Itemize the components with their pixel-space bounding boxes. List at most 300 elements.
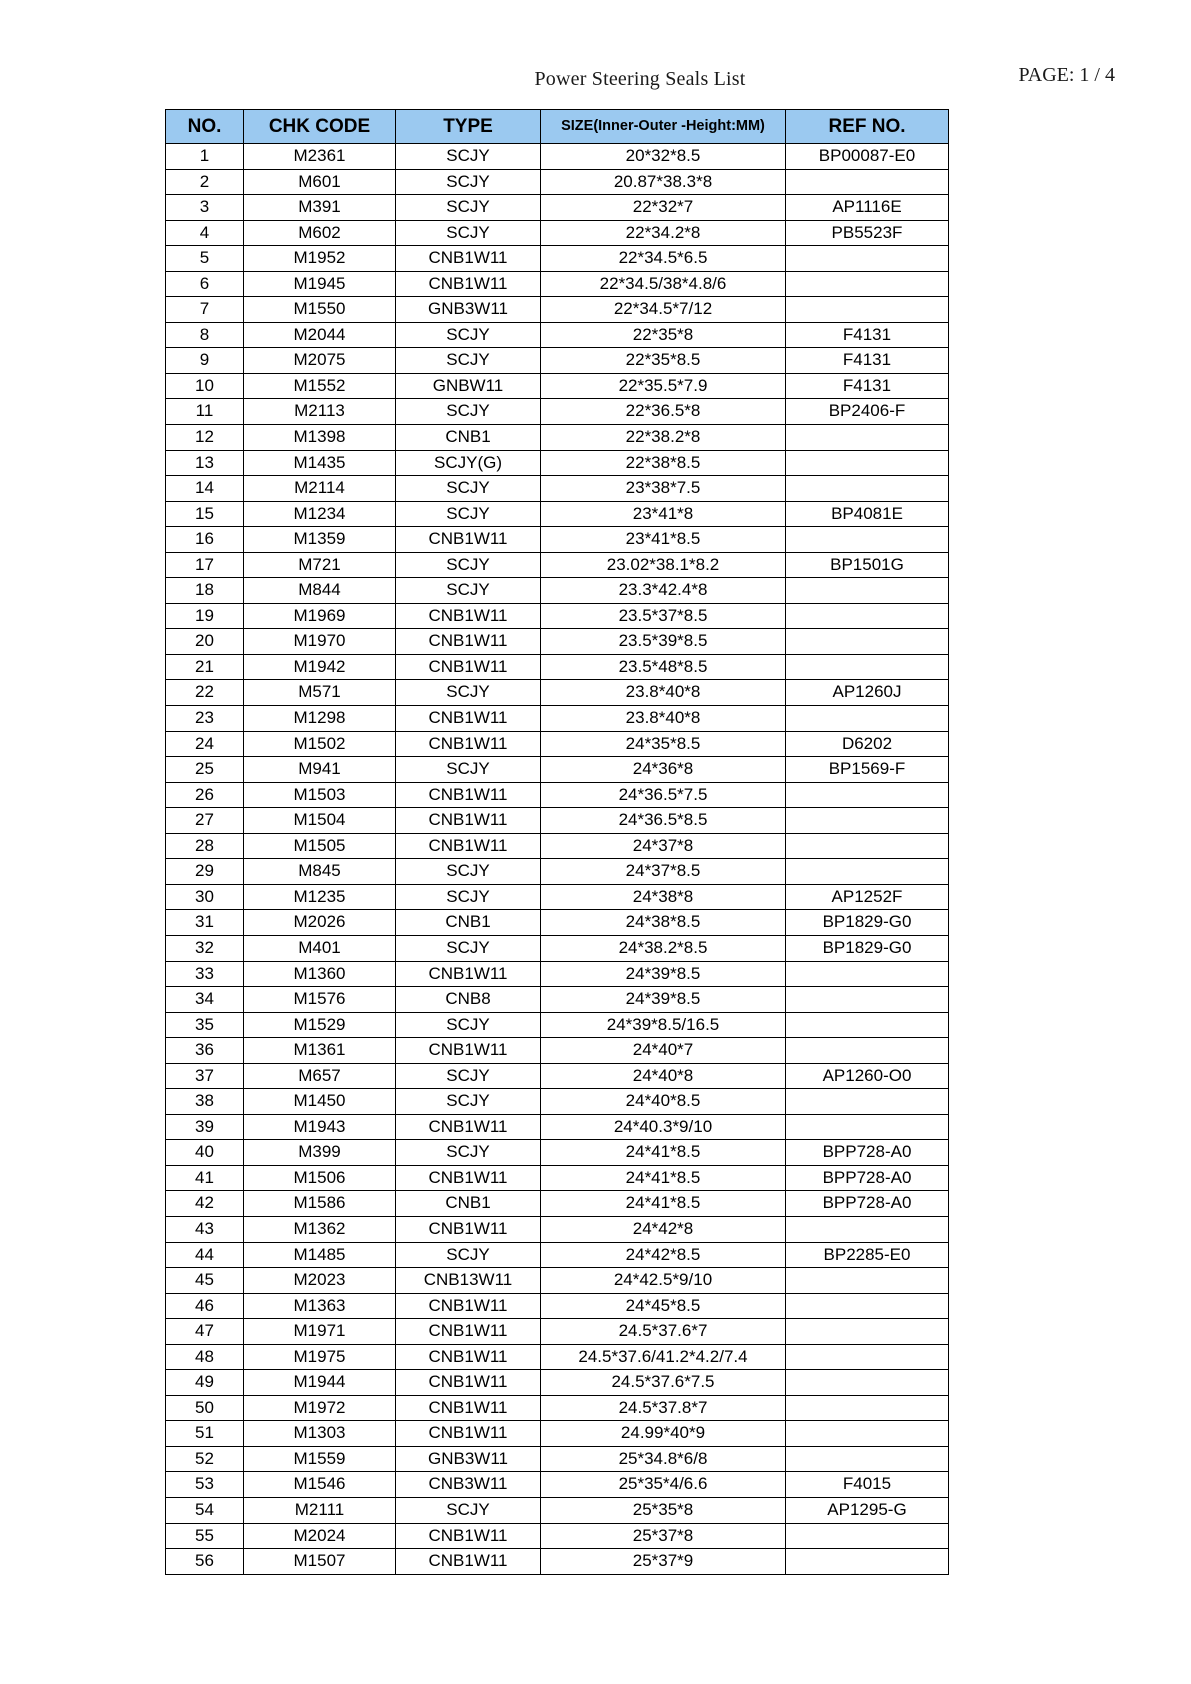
table-row: [166, 1319, 949, 1345]
cell-no: 11: [166, 399, 244, 425]
table-row: [166, 808, 949, 834]
cell-no: 37: [166, 1063, 244, 1089]
cell-ref: [786, 654, 949, 680]
cell-chk: M1529: [244, 1012, 396, 1038]
table-row: [166, 220, 949, 246]
cell-ref: [786, 1344, 949, 1370]
cell-no: 19: [166, 603, 244, 629]
cell-ref: BP2285-E0: [786, 1242, 949, 1268]
cell-no: 23: [166, 706, 244, 732]
cell-no: 24: [166, 731, 244, 757]
cell-ref: [786, 1038, 949, 1064]
cell-size: 24*38*8.5: [541, 910, 786, 936]
table-body: [166, 144, 949, 1575]
cell-no: 7: [166, 297, 244, 323]
column-header-no: NO.: [166, 110, 244, 144]
cell-type: SCJY: [396, 1063, 541, 1089]
cell-type: SCJY: [396, 1012, 541, 1038]
table-row: [166, 1549, 949, 1575]
cell-ref: [786, 782, 949, 808]
cell-type: CNB1W11: [396, 654, 541, 680]
cell-chk: M1550: [244, 297, 396, 323]
cell-size: 24*45*8.5: [541, 1293, 786, 1319]
cell-size: 24*42*8.5: [541, 1242, 786, 1268]
cell-chk: M845: [244, 859, 396, 885]
cell-no: 27: [166, 808, 244, 834]
cell-chk: M1298: [244, 706, 396, 732]
cell-chk: M399: [244, 1140, 396, 1166]
table-row: [166, 1216, 949, 1242]
table-row: [166, 884, 949, 910]
cell-type: SCJY: [396, 680, 541, 706]
cell-type: CNB1W11: [396, 1114, 541, 1140]
cell-type: CNB1W11: [396, 808, 541, 834]
table-row: [166, 501, 949, 527]
cell-ref: [786, 1370, 949, 1396]
cell-type: SCJY: [396, 859, 541, 885]
cell-chk: M1945: [244, 271, 396, 297]
cell-no: 39: [166, 1114, 244, 1140]
cell-chk: M1505: [244, 833, 396, 859]
cell-chk: M2113: [244, 399, 396, 425]
cell-type: CNB1W11: [396, 1523, 541, 1549]
cell-no: 40: [166, 1140, 244, 1166]
table-row: [166, 910, 949, 936]
cell-type: GNB3W11: [396, 1446, 541, 1472]
cell-size: 24.99*40*9: [541, 1421, 786, 1447]
cell-type: CNB1W11: [396, 1549, 541, 1575]
table-row: [166, 706, 949, 732]
cell-ref: [786, 1216, 949, 1242]
cell-chk: M941: [244, 757, 396, 783]
cell-no: 44: [166, 1242, 244, 1268]
table-row: [166, 1370, 949, 1396]
cell-no: 33: [166, 961, 244, 987]
cell-chk: M2075: [244, 348, 396, 374]
cell-chk: M721: [244, 552, 396, 578]
cell-size: 25*35*4/6.6: [541, 1472, 786, 1498]
cell-size: 24*36*8: [541, 757, 786, 783]
cell-chk: M1943: [244, 1114, 396, 1140]
cell-chk: M2114: [244, 476, 396, 502]
cell-no: 31: [166, 910, 244, 936]
cell-chk: M1435: [244, 450, 396, 476]
table-row: [166, 833, 949, 859]
cell-no: 2: [166, 169, 244, 195]
cell-chk: M1546: [244, 1472, 396, 1498]
cell-no: 25: [166, 757, 244, 783]
cell-type: CNB1W11: [396, 603, 541, 629]
cell-no: 3: [166, 195, 244, 221]
cell-chk: M1361: [244, 1038, 396, 1064]
cell-ref: F4131: [786, 322, 949, 348]
cell-size: 24*39*8.5/16.5: [541, 1012, 786, 1038]
cell-no: 48: [166, 1344, 244, 1370]
cell-ref: [786, 425, 949, 451]
table-row: [166, 680, 949, 706]
cell-no: 43: [166, 1216, 244, 1242]
cell-no: 46: [166, 1293, 244, 1319]
cell-chk: M1506: [244, 1165, 396, 1191]
cell-size: 23.3*42.4*8: [541, 578, 786, 604]
cell-chk: M1234: [244, 501, 396, 527]
cell-ref: BP2406-F: [786, 399, 949, 425]
cell-chk: M1972: [244, 1395, 396, 1421]
cell-no: 4: [166, 220, 244, 246]
cell-ref: AP1252F: [786, 884, 949, 910]
cell-ref: F4131: [786, 348, 949, 374]
cell-chk: M1559: [244, 1446, 396, 1472]
cell-ref: [786, 246, 949, 272]
cell-type: CNB1W11: [396, 271, 541, 297]
cell-type: SCJY: [396, 1089, 541, 1115]
cell-type: CNB1W11: [396, 1293, 541, 1319]
cell-chk: M1398: [244, 425, 396, 451]
cell-no: 20: [166, 629, 244, 655]
cell-size: 24*42*8: [541, 1216, 786, 1242]
cell-type: CNB1W11: [396, 629, 541, 655]
cell-type: SCJY: [396, 322, 541, 348]
document-header: [165, 64, 1115, 94]
cell-ref: BP1829-G0: [786, 935, 949, 961]
cell-no: 26: [166, 782, 244, 808]
cell-ref: [786, 1523, 949, 1549]
cell-type: SCJY: [396, 935, 541, 961]
cell-size: 24*41*8.5: [541, 1191, 786, 1217]
cell-type: CNB1: [396, 1191, 541, 1217]
seals-table: [165, 109, 949, 1575]
cell-type: SCJY: [396, 195, 541, 221]
cell-no: 5: [166, 246, 244, 272]
cell-size: 23.02*38.1*8.2: [541, 552, 786, 578]
table-row: [166, 935, 949, 961]
cell-size: 24*38.2*8.5: [541, 935, 786, 961]
cell-type: CNB1W11: [396, 782, 541, 808]
cell-type: CNB1W11: [396, 246, 541, 272]
cell-size: 25*34.8*6/8: [541, 1446, 786, 1472]
page-indicator: PAGE: 1 / 4: [1018, 64, 1115, 86]
cell-ref: [786, 629, 949, 655]
cell-type: SCJY: [396, 578, 541, 604]
cell-type: SCJY: [396, 399, 541, 425]
cell-type: SCJY: [396, 144, 541, 170]
cell-ref: [786, 706, 949, 732]
cell-no: 13: [166, 450, 244, 476]
cell-chk: M1504: [244, 808, 396, 834]
cell-ref: AP1116E: [786, 195, 949, 221]
cell-no: 47: [166, 1319, 244, 1345]
cell-ref: BP4081E: [786, 501, 949, 527]
cell-type: SCJY: [396, 501, 541, 527]
cell-type: CNB1W11: [396, 961, 541, 987]
cell-size: 25*35*8: [541, 1497, 786, 1523]
cell-size: 23*41*8.5: [541, 527, 786, 553]
table-row: [166, 629, 949, 655]
seals-table-container: [165, 109, 948, 1575]
table-row: [166, 195, 949, 221]
cell-ref: BPP728-A0: [786, 1191, 949, 1217]
table-row: [166, 987, 949, 1013]
cell-no: 8: [166, 322, 244, 348]
cell-type: SCJY: [396, 169, 541, 195]
table-row: [166, 782, 949, 808]
cell-type: CNB1W11: [396, 1421, 541, 1447]
cell-ref: F4131: [786, 373, 949, 399]
cell-size: 24*41*8.5: [541, 1165, 786, 1191]
table-row: [166, 297, 949, 323]
cell-size: 22*38.2*8: [541, 425, 786, 451]
cell-size: 23.8*40*8: [541, 706, 786, 732]
cell-size: 20*32*8.5: [541, 144, 786, 170]
cell-chk: M1507: [244, 1549, 396, 1575]
cell-no: 17: [166, 552, 244, 578]
table-row: [166, 399, 949, 425]
table-row: [166, 1063, 949, 1089]
cell-type: SCJY: [396, 552, 541, 578]
cell-chk: M1503: [244, 782, 396, 808]
cell-ref: [786, 808, 949, 834]
cell-no: 32: [166, 935, 244, 961]
cell-no: 53: [166, 1472, 244, 1498]
cell-ref: [786, 578, 949, 604]
cell-size: 22*32*7: [541, 195, 786, 221]
table-row: [166, 1472, 949, 1498]
cell-size: 22*35.5*7.9: [541, 373, 786, 399]
cell-size: 24*39*8.5: [541, 961, 786, 987]
cell-chk: M2361: [244, 144, 396, 170]
cell-ref: BPP728-A0: [786, 1140, 949, 1166]
cell-type: CNB1W11: [396, 1344, 541, 1370]
cell-type: SCJY: [396, 476, 541, 502]
table-row: [166, 1038, 949, 1064]
cell-type: SCJY: [396, 1140, 541, 1166]
cell-no: 16: [166, 527, 244, 553]
cell-ref: [786, 1421, 949, 1447]
cell-no: 15: [166, 501, 244, 527]
cell-no: 41: [166, 1165, 244, 1191]
cell-size: 22*36.5*8: [541, 399, 786, 425]
cell-type: CNB1W11: [396, 1165, 541, 1191]
cell-no: 1: [166, 144, 244, 170]
cell-ref: [786, 1319, 949, 1345]
table-row: [166, 1293, 949, 1319]
cell-chk: M2024: [244, 1523, 396, 1549]
cell-ref: D6202: [786, 731, 949, 757]
cell-type: SCJY: [396, 220, 541, 246]
cell-type: CNB1W11: [396, 1319, 541, 1345]
table-header: [166, 110, 949, 144]
cell-size: 22*35*8.5: [541, 348, 786, 374]
cell-no: 49: [166, 1370, 244, 1396]
cell-no: 21: [166, 654, 244, 680]
cell-size: 25*37*9: [541, 1549, 786, 1575]
page-title: Power Steering Seals List: [534, 67, 746, 90]
cell-ref: AP1295-G: [786, 1497, 949, 1523]
cell-chk: M2023: [244, 1268, 396, 1294]
table-row: [166, 1114, 949, 1140]
cell-chk: M1944: [244, 1370, 396, 1396]
cell-chk: M1969: [244, 603, 396, 629]
cell-no: 56: [166, 1549, 244, 1575]
cell-ref: [786, 987, 949, 1013]
cell-chk: M601: [244, 169, 396, 195]
cell-no: 50: [166, 1395, 244, 1421]
cell-chk: M1485: [244, 1242, 396, 1268]
cell-chk: M391: [244, 195, 396, 221]
cell-chk: M401: [244, 935, 396, 961]
cell-chk: M1952: [244, 246, 396, 272]
column-header-size: SIZE(Inner-Outer -Height:MM): [541, 110, 786, 144]
cell-no: 55: [166, 1523, 244, 1549]
cell-size: 24.5*37.8*7: [541, 1395, 786, 1421]
cell-ref: [786, 450, 949, 476]
cell-ref: BP1569-F: [786, 757, 949, 783]
cell-no: 45: [166, 1268, 244, 1294]
cell-type: GNB3W11: [396, 297, 541, 323]
cell-no: 52: [166, 1446, 244, 1472]
cell-size: 23.8*40*8: [541, 680, 786, 706]
cell-ref: [786, 1012, 949, 1038]
cell-type: SCJY: [396, 884, 541, 910]
cell-chk: M1235: [244, 884, 396, 910]
table-row: [166, 757, 949, 783]
cell-no: 9: [166, 348, 244, 374]
cell-ref: [786, 271, 949, 297]
cell-ref: F4015: [786, 1472, 949, 1498]
cell-size: 24*37*8: [541, 833, 786, 859]
cell-type: CNB8: [396, 987, 541, 1013]
cell-ref: [786, 961, 949, 987]
cell-size: 24*41*8.5: [541, 1140, 786, 1166]
cell-ref: BP1501G: [786, 552, 949, 578]
cell-ref: [786, 1089, 949, 1115]
cell-ref: [786, 603, 949, 629]
table-row: [166, 348, 949, 374]
cell-ref: [786, 1549, 949, 1575]
cell-size: 24*39*8.5: [541, 987, 786, 1013]
cell-chk: M1303: [244, 1421, 396, 1447]
table-row: [166, 246, 949, 272]
table-row: [166, 373, 949, 399]
cell-no: 6: [166, 271, 244, 297]
cell-chk: M1502: [244, 731, 396, 757]
cell-chk: M571: [244, 680, 396, 706]
table-row: [166, 144, 949, 170]
table-row: [166, 603, 949, 629]
table-row: [166, 1497, 949, 1523]
table-row: [166, 1089, 949, 1115]
cell-chk: M2026: [244, 910, 396, 936]
cell-no: 35: [166, 1012, 244, 1038]
cell-size: 24.5*37.6/41.2*4.2/7.4: [541, 1344, 786, 1370]
cell-size: 23.5*48*8.5: [541, 654, 786, 680]
cell-ref: [786, 1268, 949, 1294]
cell-chk: M1450: [244, 1089, 396, 1115]
table-row: [166, 1344, 949, 1370]
cell-ref: [786, 297, 949, 323]
cell-type: SCJY: [396, 757, 541, 783]
cell-ref: [786, 527, 949, 553]
cell-type: CNB1W11: [396, 527, 541, 553]
cell-type: SCJY: [396, 1497, 541, 1523]
table-row: [166, 1268, 949, 1294]
cell-type: CNB1W11: [396, 1395, 541, 1421]
table-row: [166, 322, 949, 348]
cell-size: 24*40.3*9/10: [541, 1114, 786, 1140]
table-row: [166, 1165, 949, 1191]
column-header-chk-code: CHK CODE: [244, 110, 396, 144]
cell-no: 42: [166, 1191, 244, 1217]
cell-ref: [786, 476, 949, 502]
cell-no: 51: [166, 1421, 244, 1447]
cell-chk: M602: [244, 220, 396, 246]
cell-size: 24*42.5*9/10: [541, 1268, 786, 1294]
table-row: [166, 476, 949, 502]
cell-chk: M1970: [244, 629, 396, 655]
cell-chk: M2111: [244, 1497, 396, 1523]
cell-type: CNB1W11: [396, 731, 541, 757]
table-row: [166, 1395, 949, 1421]
table-row: [166, 961, 949, 987]
cell-chk: M1586: [244, 1191, 396, 1217]
cell-no: 12: [166, 425, 244, 451]
cell-type: SCJY(G): [396, 450, 541, 476]
cell-chk: M1363: [244, 1293, 396, 1319]
cell-size: 24.5*37.6*7.5: [541, 1370, 786, 1396]
table-row: [166, 731, 949, 757]
cell-type: CNB1W11: [396, 706, 541, 732]
cell-chk: M1971: [244, 1319, 396, 1345]
cell-chk: M1576: [244, 987, 396, 1013]
table-row: [166, 1421, 949, 1447]
table-row: [166, 169, 949, 195]
table-row: [166, 425, 949, 451]
cell-type: CNB3W11: [396, 1472, 541, 1498]
cell-type: CNB1W11: [396, 1370, 541, 1396]
cell-size: 22*34.2*8: [541, 220, 786, 246]
cell-no: 29: [166, 859, 244, 885]
cell-ref: BP00087-E0: [786, 144, 949, 170]
cell-no: 22: [166, 680, 244, 706]
cell-ref: [786, 1446, 949, 1472]
table-row: [166, 1523, 949, 1549]
cell-chk: M2044: [244, 322, 396, 348]
cell-chk: M657: [244, 1063, 396, 1089]
cell-size: 20.87*38.3*8: [541, 169, 786, 195]
table-row: [166, 527, 949, 553]
cell-type: SCJY: [396, 1242, 541, 1268]
cell-ref: BPP728-A0: [786, 1165, 949, 1191]
cell-size: 23*41*8: [541, 501, 786, 527]
cell-size: 24*40*8: [541, 1063, 786, 1089]
table-row: [166, 1446, 949, 1472]
cell-type: CNB1: [396, 425, 541, 451]
table-row: [166, 578, 949, 604]
cell-ref: [786, 833, 949, 859]
table-header-row: [166, 110, 949, 144]
cell-no: 14: [166, 476, 244, 502]
cell-no: 54: [166, 1497, 244, 1523]
cell-size: 24*36.5*8.5: [541, 808, 786, 834]
column-header-ref-no: REF NO.: [786, 110, 949, 144]
cell-ref: AP1260J: [786, 680, 949, 706]
cell-type: CNB1: [396, 910, 541, 936]
cell-size: 22*35*8: [541, 322, 786, 348]
cell-ref: PB5523F: [786, 220, 949, 246]
cell-size: 25*37*8: [541, 1523, 786, 1549]
cell-size: 23.5*39*8.5: [541, 629, 786, 655]
cell-size: 24*38*8: [541, 884, 786, 910]
